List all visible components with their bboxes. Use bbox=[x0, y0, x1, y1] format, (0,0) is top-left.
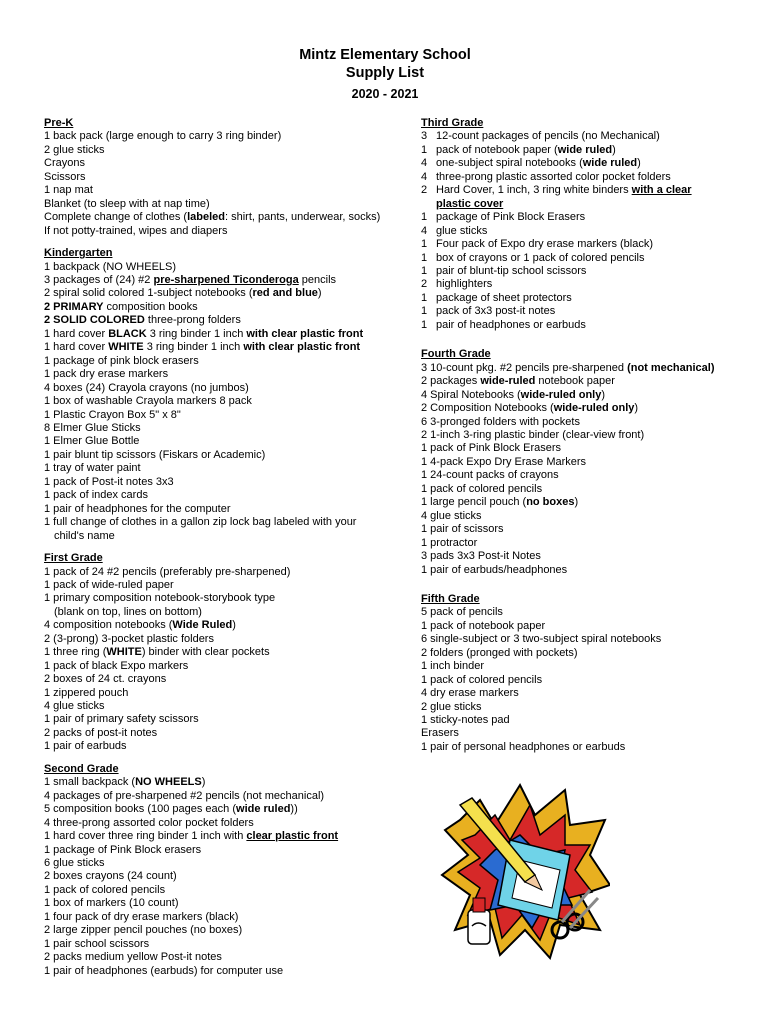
list-item: 4 glue sticks bbox=[44, 700, 105, 713]
item-quantity: 1 bbox=[421, 211, 428, 224]
item-emphasis: WHITE bbox=[106, 646, 142, 659]
section-fifth-grade bbox=[421, 593, 741, 754]
list-item: 1 pair of scissors bbox=[421, 523, 504, 536]
item-text: pair of headphones or earbuds bbox=[436, 318, 586, 331]
list-item bbox=[421, 375, 741, 388]
item-quantity: 1 bbox=[421, 143, 428, 156]
list-item bbox=[421, 225, 741, 238]
item-emphasis: WHITE bbox=[108, 341, 144, 354]
list-item: 1 nap mat bbox=[44, 184, 93, 197]
list-item-continued: (blank on top, lines on bottom) bbox=[54, 605, 202, 618]
item-text: ) bbox=[317, 287, 322, 300]
list-item: 2 (3-prong) 3-pocket plastic folders bbox=[44, 632, 214, 645]
section-title-kindergarten: Kindergarten bbox=[44, 247, 113, 260]
list-item: 2 folders (pronged with pockets) bbox=[421, 646, 578, 659]
item-emphasis: 2 SOLID COLORED bbox=[44, 314, 145, 327]
list-item: 1 tray of water paint bbox=[44, 462, 141, 475]
section-kindergarten bbox=[44, 247, 414, 543]
item-text: 3 10-count pkg. #2 pencils pre-sharpened bbox=[421, 361, 628, 374]
item-text-part: one-subject spiral notebooks ( bbox=[436, 157, 583, 170]
list-item bbox=[421, 319, 741, 332]
item-text: box of crayons or 1 pack of colored pencils bbox=[436, 251, 645, 264]
list-item: 1 pair blunt tip scissors (Fiskars or Academic) bbox=[44, 448, 266, 461]
list-item: 1 pack of colored pencils bbox=[44, 883, 166, 896]
item-text bbox=[436, 157, 741, 170]
list-item: 1 pack of colored pencils bbox=[421, 482, 543, 495]
list-item: 1 pair of headphones (earbuds) for computer use bbox=[44, 964, 284, 977]
list-item: 1 pack of wide-ruled paper bbox=[44, 578, 174, 591]
item-text: 2 packages bbox=[421, 375, 481, 388]
list-item: 6 single-subject or 3 two-subject spiral notebooks bbox=[421, 633, 662, 646]
item-emphasis: wide-ruled only bbox=[520, 388, 602, 401]
list-item: 6 glue sticks bbox=[44, 857, 105, 870]
item-text: notebook paper bbox=[535, 375, 615, 388]
list-item: 2 boxes of 24 ct. crayons bbox=[44, 673, 167, 686]
item-text: glue sticks bbox=[436, 224, 488, 237]
document-header bbox=[0, 46, 770, 102]
list-item: 1 zippered pouch bbox=[44, 686, 129, 699]
section-title-third-grade: Third Grade bbox=[421, 117, 484, 129]
list-item: 1 four pack of dry erase markers (black) bbox=[44, 910, 239, 923]
section-first-grade bbox=[44, 552, 414, 754]
list-item bbox=[44, 211, 414, 224]
list-item bbox=[421, 265, 741, 278]
section-title-fifth-grade: Fifth Grade bbox=[421, 592, 480, 605]
item-text: 3 packages of (24) #2 bbox=[44, 273, 154, 286]
item-text: 2 spiral solid colored 1-subject notebooks ( bbox=[44, 287, 253, 300]
item-quantity: 1 bbox=[421, 318, 428, 331]
item-text: 3 ring binder 1 inch bbox=[143, 341, 244, 354]
list-item bbox=[44, 341, 414, 354]
list-item: 1 pair school scissors bbox=[44, 937, 150, 950]
item-text: 1 large pencil pouch ( bbox=[421, 496, 527, 509]
list-item: 1 Plastic Crayon Box 5" x 8" bbox=[44, 408, 181, 421]
item-text: ) bbox=[201, 776, 206, 789]
list-item: 1 pair of personal headphones or earbuds bbox=[421, 740, 626, 753]
item-quantity: 1 bbox=[421, 264, 428, 277]
item-text bbox=[436, 144, 741, 157]
item-text: 4 composition notebooks ( bbox=[44, 619, 173, 632]
list-item: 2 1-inch 3-ring plastic binder (clear-view front) bbox=[421, 428, 645, 441]
item-text: three-prong folders bbox=[144, 314, 241, 327]
list-item: 1 pack of black Expo markers bbox=[44, 659, 189, 672]
item-text-part: ) bbox=[612, 143, 616, 156]
item-text: 4 Spiral Notebooks ( bbox=[421, 388, 521, 401]
list-item: 1 pair of earbuds/headphones bbox=[421, 563, 568, 576]
item-text-part: ) bbox=[637, 157, 641, 170]
item-quantity: 3 bbox=[421, 130, 428, 143]
list-item: 1 pack of index cards bbox=[44, 489, 148, 502]
list-item: 1 inch binder bbox=[421, 660, 484, 673]
list-item bbox=[421, 402, 741, 415]
item-text: highlighters bbox=[436, 278, 493, 291]
item-text: 12-count packages of pencils (no Mechanical) bbox=[436, 130, 660, 143]
section-prek bbox=[44, 117, 414, 238]
list-item: Scissors bbox=[44, 170, 86, 183]
item-text: ) bbox=[601, 388, 606, 401]
section-title-first-grade: First Grade bbox=[44, 552, 103, 565]
list-item: 2 large zipper pencil pouches (no boxes) bbox=[44, 924, 243, 937]
list-item bbox=[421, 157, 741, 170]
list-item: 5 pack of pencils bbox=[421, 606, 503, 619]
list-item bbox=[44, 619, 414, 632]
item-emphasis: BLACK bbox=[108, 327, 147, 340]
list-item: 1 pair of earbuds bbox=[44, 740, 127, 753]
item-emphasis: pre-sharpened Ticonderoga bbox=[153, 273, 299, 286]
list-item: 6 3-pronged folders with pockets bbox=[421, 415, 580, 428]
item-text: 1 hard cover bbox=[44, 341, 109, 354]
item-text: three-prong plastic assorted color pocket folders bbox=[436, 170, 671, 183]
list-item bbox=[421, 362, 741, 375]
list-item: 1 backpack (NO WHEELS) bbox=[44, 260, 177, 273]
list-item: 1 pack of colored pencils bbox=[421, 673, 543, 686]
section-third-grade bbox=[421, 117, 741, 332]
list-item: Blanket (to sleep with at nap time) bbox=[44, 197, 210, 210]
list-item bbox=[44, 646, 414, 659]
item-text: 1 hard cover three ring binder 1 inch with bbox=[44, 830, 247, 843]
document-title: Supply List bbox=[345, 65, 425, 81]
item-emphasis: wide-ruled only bbox=[553, 402, 635, 415]
item-text: pair of blunt-tip school scissors bbox=[436, 264, 587, 277]
item-emphasis: with a clear bbox=[631, 184, 692, 197]
school-supplies-clipart-icon bbox=[440, 780, 610, 960]
item-quantity: 4 bbox=[421, 224, 428, 237]
list-item: 4 boxes (24) Crayola crayons (no jumbos) bbox=[44, 381, 249, 394]
item-text: pack of 3x3 post-it notes bbox=[436, 305, 556, 318]
list-item: 1 package of pink block erasers bbox=[44, 354, 199, 367]
item-emphasis: with clear plastic front bbox=[243, 341, 361, 354]
item-emphasis: wide ruled bbox=[557, 143, 613, 156]
item-text: 1 small backpack ( bbox=[44, 776, 136, 789]
item-text: ) bbox=[634, 402, 639, 415]
list-item: 4 packages of pre-sharpened #2 pencils (not mechanical) bbox=[44, 789, 325, 802]
item-emphasis: plastic cover bbox=[436, 197, 504, 210]
section-title-prek: Pre-K bbox=[44, 117, 74, 129]
item-quantity: 4 bbox=[421, 157, 428, 170]
list-item: 1 full change of clothes in a gallon zip lock bag labeled with your bbox=[44, 516, 357, 529]
item-quantity-blank bbox=[421, 198, 436, 211]
item-text: 2 Composition Notebooks ( bbox=[421, 402, 554, 415]
list-item: 2 glue sticks bbox=[421, 700, 482, 713]
list-item: 4 three-prong assorted color pocket folders bbox=[44, 816, 254, 829]
item-text: package of sheet protectors bbox=[436, 291, 572, 304]
list-item: 1 24-count packs of crayons bbox=[421, 469, 559, 482]
item-text-part: pack of notebook paper ( bbox=[436, 143, 558, 156]
right-column bbox=[421, 117, 741, 763]
list-item: 1 pack of 24 #2 pencils (preferably pre-sharpened) bbox=[44, 565, 291, 578]
item-text: 3 ring binder 1 inch bbox=[146, 327, 247, 340]
list-item: 3 pads 3x3 Post-it Notes bbox=[421, 550, 541, 563]
item-emphasis: (not mechanical) bbox=[627, 361, 715, 374]
item-quantity: 1 bbox=[421, 238, 428, 251]
list-item bbox=[421, 389, 741, 402]
item-text: Four pack of Expo dry erase markers (black) bbox=[436, 238, 654, 251]
item-text: : shirt, pants, underwear, socks) bbox=[225, 211, 381, 224]
list-item bbox=[421, 496, 741, 509]
list-item: 2 packs medium yellow Post-it notes bbox=[44, 951, 222, 964]
list-item bbox=[421, 278, 741, 291]
item-text: 1 hard cover bbox=[44, 327, 109, 340]
item-text: ) binder with clear pockets bbox=[141, 646, 270, 659]
list-item bbox=[421, 130, 741, 143]
list-item: 1 package of Pink Block erasers bbox=[44, 843, 202, 856]
list-item bbox=[421, 238, 741, 251]
list-item-continued bbox=[421, 198, 741, 211]
item-emphasis: labeled bbox=[187, 211, 225, 224]
list-item: 2 glue sticks bbox=[44, 143, 105, 156]
item-quantity: 2 bbox=[421, 184, 428, 197]
list-item: 1 pair of primary safety scissors bbox=[44, 713, 199, 726]
section-title-fourth-grade: Fourth Grade bbox=[421, 348, 491, 361]
list-item bbox=[421, 252, 741, 265]
item-emphasis: clear plastic front bbox=[246, 830, 339, 843]
list-item: 1 pair of headphones for the computer bbox=[44, 502, 231, 515]
list-item: 1 4-pack Expo Dry Erase Markers bbox=[421, 455, 587, 468]
school-year: 2020 - 2021 bbox=[351, 87, 419, 101]
list-item bbox=[44, 314, 414, 327]
left-column bbox=[44, 117, 414, 987]
list-item bbox=[44, 287, 414, 300]
item-emphasis: NO WHEELS bbox=[135, 776, 202, 789]
item-emphasis: wide ruled bbox=[582, 157, 638, 170]
list-item: 8 Elmer Glue Sticks bbox=[44, 421, 141, 434]
list-item: 1 Elmer Glue Bottle bbox=[44, 435, 140, 448]
item-text: ) bbox=[232, 619, 236, 632]
item-emphasis: no boxes bbox=[526, 496, 575, 509]
list-item: 1 sticky-notes pad bbox=[421, 714, 510, 727]
school-name: Mintz Elementary School bbox=[299, 47, 471, 63]
item-text: composition books bbox=[103, 300, 198, 313]
list-item bbox=[421, 144, 741, 157]
item-text: 5 composition books (100 pages each ( bbox=[44, 803, 237, 816]
list-item bbox=[44, 776, 414, 789]
list-item bbox=[421, 171, 741, 184]
list-item bbox=[44, 328, 414, 341]
list-item: Erasers bbox=[421, 727, 459, 740]
list-item bbox=[421, 184, 741, 197]
item-text-part: Hard Cover, 1 inch, 3 ring white binders bbox=[436, 184, 632, 197]
list-item: 1 box of markers (10 count) bbox=[44, 897, 179, 910]
list-item-continued: child's name bbox=[54, 529, 115, 542]
list-item bbox=[44, 830, 414, 843]
item-text bbox=[436, 184, 741, 197]
list-item: 4 dry erase markers bbox=[421, 687, 519, 700]
list-item: 1 pack of Post-it notes 3x3 bbox=[44, 475, 174, 488]
list-item bbox=[44, 274, 414, 287]
item-text: pencils bbox=[298, 273, 337, 286]
section-fourth-grade bbox=[421, 348, 741, 577]
list-item: 1 back pack (large enough to carry 3 ring binder) bbox=[44, 130, 282, 143]
item-emphasis: wide ruled bbox=[236, 803, 291, 816]
item-text: ) bbox=[574, 496, 579, 509]
item-text: )) bbox=[290, 803, 298, 816]
item-emphasis: with clear plastic front bbox=[246, 327, 364, 340]
list-item bbox=[421, 305, 741, 318]
list-item bbox=[421, 292, 741, 305]
list-item bbox=[44, 301, 414, 314]
list-item: Crayons bbox=[44, 157, 85, 170]
item-quantity: 1 bbox=[421, 251, 428, 264]
list-item: 1 primary composition notebook-storybook type bbox=[44, 592, 276, 605]
item-text: package of Pink Block Erasers bbox=[436, 211, 586, 224]
list-item bbox=[421, 211, 741, 224]
list-item: 4 glue sticks bbox=[421, 509, 482, 522]
item-emphasis: Wide Ruled bbox=[172, 619, 233, 632]
item-text: 1 three ring ( bbox=[44, 646, 107, 659]
section-second-grade bbox=[44, 763, 414, 978]
list-item: 1 box of washable Crayola markers 8 pack bbox=[44, 395, 252, 408]
item-quantity: 1 bbox=[421, 291, 428, 304]
item-emphasis: 2 PRIMARY bbox=[44, 300, 104, 313]
item-text: Complete change of clothes ( bbox=[44, 211, 188, 224]
list-item: 1 pack dry erase markers bbox=[44, 368, 169, 381]
item-emphasis: red and blue bbox=[252, 287, 318, 300]
section-title-second-grade: Second Grade bbox=[44, 762, 119, 775]
list-item: 2 packs of post-it notes bbox=[44, 726, 158, 739]
item-quantity: 1 bbox=[421, 305, 428, 318]
list-item bbox=[44, 803, 414, 816]
list-item: 1 pack of notebook paper bbox=[421, 619, 546, 632]
item-quantity: 4 bbox=[421, 170, 428, 183]
item-emphasis: wide-ruled bbox=[480, 375, 536, 388]
list-item: 1 pack of Pink Block Erasers bbox=[421, 442, 562, 455]
list-item: 1 protractor bbox=[421, 536, 478, 549]
item-quantity: 2 bbox=[421, 278, 428, 291]
list-item: If not potty-trained, wipes and diapers bbox=[44, 224, 228, 237]
list-item: 2 boxes crayons (24 count) bbox=[44, 870, 177, 883]
